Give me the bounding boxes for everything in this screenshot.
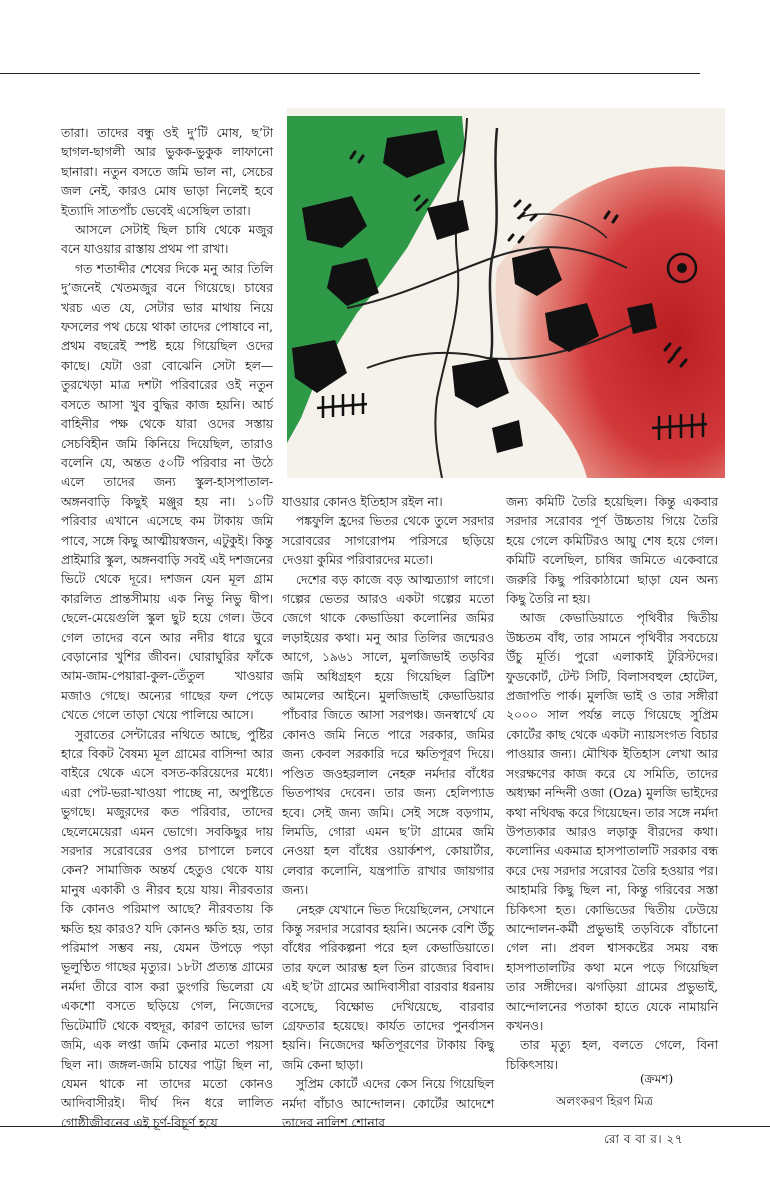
paragraph: তারা। তাদের বন্ধু ওই দু’টি মোষ, ছ’টা ছাগল-ছাগলী আর ভুকক-ভুকুক লাফানো ছানারা। নতুন বসতে জমি ভাল না, সেচের জল নেই, কারও মোষ ভাড়া নিলেই হবে ইত্যাদি সাতপাঁচ ভেবেই এসেছিল তারা। — [61, 125, 273, 218]
illustration-credit: অলংকরণ হিরণ মিত্র — [556, 1094, 653, 1108]
paragraph: যাওয়ার কোনও ইতিহাস রইল না। — [282, 494, 443, 509]
paragraph: নেহরু যেখানে ভিত দিয়েছিলেন, সেখানে কিন্তু সরদার সরোবর হয়নি। অনেক বেশি উঁচু বাঁধের পরিকল্পনা পরে হল কেভাডিয়াতে। তার ফলে আরম্ভ হল তিন রাজ্যের বিবাদ। এই ছ’টা গ্রামের আদিবাসীরা বারবার ধরনায় বসেছে, বিক্ষোভ দেখিয়েছে, বারবার গ্রেফতার হয়েছে। কার্যত তাদের পুনর্বাসন হয়নি। নিজেদের ক্ষতিপূরণের টাকায় কিছু জমি কেনা ছাড়া। — [282, 901, 494, 1072]
paragraph: আজ কেভাডিয়াতে পৃথিবীর দ্বিতীয় উচ্চতম বাঁধ, তার সামনে পৃথিবীর সবচেয়ে উঁচু মূর্তি। পুরো এলাকাই টুরিস্টদের। ফুডকোর্ট, টেন্ট সিটি, বিলাসবহুল হোটেল, প্রজাপতি পার্ক। মুলজি ভাই ও তার সঙ্গীরা ২০০০ সাল পর্যন্ত লড়ে গিয়েছে সুপ্রিম কোর্টের কাছ থেকে একটা ন্যায়সংগত বিচার পাওয়ার জন্য। মৌখিক ইতিহাস লেখা আর সংরক্ষণের কাজ করে যে সমিতি, তাদের অধ্যক্ষা নন্দিনী ওজা (Oza) মুলজি ভাইদের কথা নথিবদ্ধ করে গিয়েছেন। তার সঙ্গে নর্মদা উপত্যকার আরও লড়াকু বীরদের কথা। কলোনির একমাত্র হাসপাতালটি সরকার বন্ধ করে দেয় সরদার সরোবর তৈরি হওয়ার পর। আহামরি কিছু ছিল না, কিন্তু গরিবের সস্তা চিকিৎসা হত। কোভিডের দ্বিতীয় ঢেউয়ে আন্দোলন-কর্মী প্রভুভাই তড়বিকে বাঁচানো গেল না। প্রবল শ্বাসকষ্টের সময় বন্ধ হাসপাতালটির কথা মনে পড়ে গিয়েছিল তার সঙ্গীদের। ঝগড়িয়া গ্রামের প্রভুভাই, আন্দোলনের পতাকা হাতে যেকে নামায়নি কখনও। — [506, 610, 718, 1033]
paragraph: জন্য কমিটি তৈরি হয়েছিল। কিন্তু একবার সরদার সরোবর পূর্ণ উচ্চতায় গিয়ে তৈরি হয়ে গেলে কমিটিরও আয়ু শেষ হয়ে গেল। কমিটি বলেছিল, চাষির জমিতে একেবারে জরুরি কিছু পরিকাঠামো ছাড়া যেন অন্য কিছু তৈরি না হয়। — [506, 494, 718, 607]
paragraph: আসলে সেটাই ছিল চাষি থেকে মজুর বনে যাওয়ার রাস্তায় প্রথম পা রাখা। — [61, 222, 273, 257]
paragraph: দেশের বড় কাজে বড় আত্মত্যাগ লাগে। গল্পের ভেতর আরও একটা গল্পের মতো জেগে থাকে কেভাডিয়া কলোনির জমির লড়াইয়ের কথা। মনু আর তিলির জন্মেরও আগে, ১৯৬১ সালে, মুলজিভাই তড়বির জমি অধিগ্রহণ হয়ে গিয়েছিল ব্রিটিশ আমলের আইনে। মুলজিভাই কেভাডিয়ার পাঁচবার জিতে আসা সরপঞ্চ। জনস্বার্থে যে কোনও জমি নিতে পারে সরকার, জমির জন্য কেবল সরকারি দরে ক্ষতিপূরণ দিয়ে। পণ্ডিত জওহরলাল নেহরু নর্মদার বাঁধের ভিতপাথর দেবেন। তার জন্য হেলিপ্যাড হবে। সেই জন্য জমি। সেই সঙ্গে বড়গাম, লিমডি, গোরা এমন ছ’টা গ্রামের জমি নেওয়া হল বাঁধের ওয়ার্কশপ, কোয়ার্টার, লেবার কলোনি, যন্ত্রপাতি রাখার জায়গার জন্য। — [282, 571, 494, 898]
paragraph: পঙ্কফুলি হ্রদের ভিতর থেকে তুলে সরদার সরোবরের সাগরোপম পরিসরে ছড়িয়ে দেওয়া কুমির পরিবারদের মতো। — [282, 513, 494, 568]
bottom-rule — [0, 1126, 770, 1127]
article-column-1 — [61, 123, 273, 1132]
series-continued-label: (ক্রমশ) — [640, 1072, 674, 1086]
paragraph: তার মৃত্যু হল, বলতে গেলে, বিনা চিকিৎসায়। — [506, 1037, 718, 1072]
illustration — [287, 108, 725, 478]
article-column-3 — [506, 492, 718, 1074]
page-footer: রো ব বা র। ২৭ — [604, 1132, 684, 1146]
top-rule — [0, 73, 700, 74]
paragraph: সুপ্রিম কোর্টে এদের কেস নিয়ে গিয়েছিল নর্মদা বাঁচাও আন্দোলন। কোর্টের আদেশে তাদের নালিশ শোনার — [282, 1076, 494, 1130]
art-circle-mark — [677, 263, 687, 273]
paragraph: সুরাতের সেন্টারের নথিতে আছে, পুষ্টির হারে বিকট বৈষম্য মূল গ্রামের বাসিন্দা আর বাইরে থেকে এসে বসত-করিয়েদের মধ্যে। এরা পেট-ভরা-খাওয়া পাচ্ছে না, অপুষ্টিতে ভুগছে। মজুরদের কত পরিবার, তাদের ছেলেমেয়েরা এমন ভোগে। সবকিছুর দায় সরদার সরোবরের ওপর চাপালে চলবে কেন? সামাজিক অন্তর্য হেতুও থেকে যায় মানুষ একাকী ও নীরব হয়ে যায়। নীরবতার কি কোনও পরিমাপ আছে? নীরবতায় কি ক্ষতি হয় কারও? যদি কোনও ক্ষতি হয়, তার পরিমাপ সম্ভব নয়, যেমন উপড়ে পড়া ভূলুণ্ঠিত গাছের মৃত্যুর। ১৮টা প্রত্যন্ত গ্রামের নর্মদা তীরে বাস করা ডুংগরি ভিলেরা যে একশো বসতে ছড়িয়ে গেল, নিজেদের ভিটেমাটি থেকে বহুদূর, কারণ তাদের ভাল জমি, এক লপ্তা জমি কেনার মতো পয়সা ছিল না। জঙ্গল-জমি চাষের পাট্টা ছিল না, যেমন থাকে না তাদের মতো কোনও আদিবাসীরই। দীর্ঘ দিন ধরে লালিত গোষ্ঠীজীবনের এই চূর্ণ-বিচূর্ণ হয়ে — [61, 726, 273, 1130]
article-column-2 — [282, 492, 494, 1132]
paragraph: গত শতাব্দীর শেষের দিকে মনু আর তিলি দু’জনেই খেতমজুর বনে গিয়েছে। চাষের খরচ এত যে, সেটার ভার মাথায় নিয়ে ফসলের পথ চেয়ে থাকা তাদের পোষাবে না, প্রথম বছরেই স্পষ্ট হয়ে গিয়েছিল ওদের কাছে। যেটা ওরা বোঝেনি সেটা হল— তুরখেড়া মাত্র দশটা পরিবারের ওই নতুন বসতে আসা খুব বুদ্ধির কাজ হয়নি। আর্চ বাহিনীর পক্ষ থেকে যারা ওদের সস্তায় সেচবিহীন জমি কিনিয়ে দিয়েছিল, তারাও বলেনি যে, অন্তত ৫০টি পরিবার না উঠে এলে তাদের জন্য স্কুল-হাসপাতাল-অঙ্গনবাড়ি কিছুই মঞ্জুর হয় না। ১০টি পরিবার এখানে এসেছে কম টাকায় জমি পাবে, সঙ্গে কিছু আত্মীয়স্বজন, এটুকুই। কিন্তু প্রাইমারি স্কুল, অঙ্গনবাড়ি সবই এই দশজনের ভিটে থেকে দূরে। দশজন যেন মূল গ্রাম কারলিত প্রান্তসীমায় এক নিভু নিভু দ্বীপ। ছেলে-মেয়েগুলি স্কুল ছুট হয়ে গেল। উবে গেল তাদের বনে আর নদীর ধারে ঘুরে বেড়ানোর খুশির জীবন। ঘোরাঘুরির ফাঁকে আম-জাম-পেয়ারা-কুল-তেঁতুল খাওয়ার মজাও গেছে। অন্যের গাছের ফল পেড়ে খেতে গেলে তাড়া খেয়ে পালিয়ে আসে। — [61, 260, 273, 723]
